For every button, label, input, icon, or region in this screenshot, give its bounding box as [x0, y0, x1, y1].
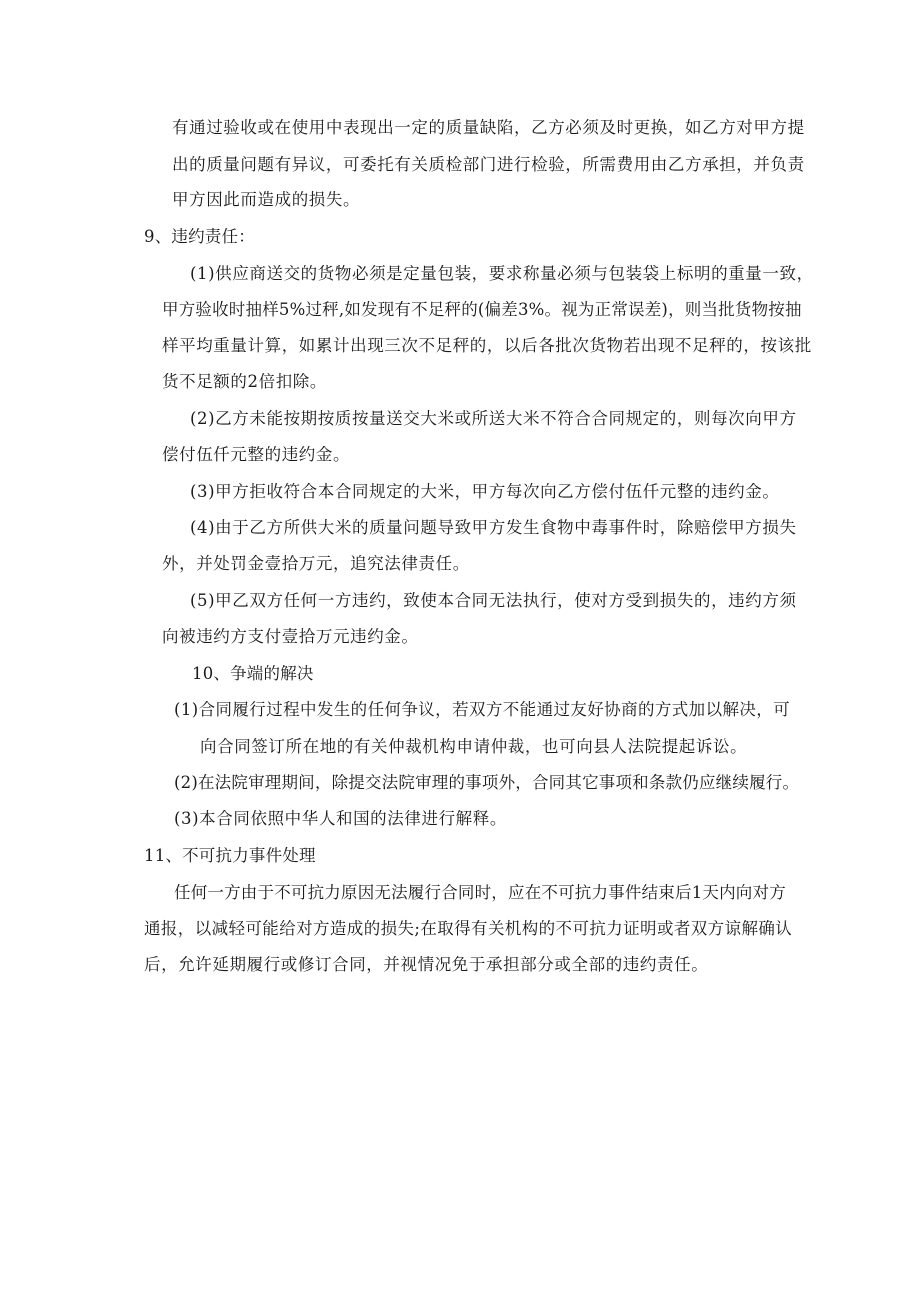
clause9-item1-line-3: 样平均重量计算，如累计出现三次不足秤的，以后各批次货物若出现不足秤的，按该批 — [162, 336, 812, 355]
clause10-item1-line-1: (1)合同履行过程中发生的任何争议，若双方不能通过友好协商的方式加以解决，可 — [174, 700, 791, 719]
clause10-item2-line-1: (2)在法院审理期间，除提交法院审理的事项外，合同其它事项和条款仍应继续履行。 — [174, 773, 800, 792]
clause11-body-line-2: 通报，以减轻可能给对方造成的损失;在取得有关机构的不可抗力证明或者双方谅解确认 — [144, 919, 793, 938]
clause10-item3-line-1: (3)本合同依照中华人和国的法律进行解释。 — [174, 809, 507, 828]
clause8-line-2: 出的质量问题有异议，可委托有关质检部门进行检验，所需费用由乙方承担，并负责 — [172, 155, 805, 174]
clause9-item2-line-2: 偿付伍仟元整的违约金。 — [162, 445, 351, 464]
clause9-heading: 9、违约责任： — [144, 227, 255, 246]
clause9-item5-line-1: (5)甲乙双方任何一方违约，致使本合同无法执行，使对方受到损失的，违约方须 — [190, 591, 797, 610]
clause11-body-line-3: 后，允许延期履行或修订合同，并视情况免于承担部分或全部的违约责任。 — [144, 955, 709, 974]
clause9-item5-line-2: 向被违约方支付壹拾万元违约金。 — [162, 627, 419, 646]
clause9-item3-line-1: (3)甲方拒收符合本合同规定的大米，甲方每次向乙方偿付伍仟元整的违约金。 — [190, 482, 780, 501]
clause9-item1-line-2: 甲方验收时抽样5%过秤,如发现有不足秤的(偏差3%。视为正常误差)，则当批货物按抽 — [162, 300, 802, 319]
clause8-line-1: 有通过验收或在使用中表现出一定的质量缺陷，乙方必须及时更换，如乙方对甲方提 — [172, 118, 805, 137]
clause9-item1-line-4: 货不足额的2倍扣除。 — [162, 372, 327, 391]
clause8-line-3: 甲方因此而造成的损失。 — [172, 190, 361, 209]
clause9-item4-line-1: (4)由于乙方所供大米的质量问题导致甲方发生食物中毒事件时，除赔偿甲方损失 — [190, 518, 797, 537]
clause9-item2-line-1: (2)乙方未能按期按质按量送交大米或所送大米不符合合同规定的，则每次向甲方 — [190, 409, 797, 428]
clause11-body-line-1: 任何一方由于不可抗力原因无法履行合同时，应在不可抗力事件结束后1天内向对方 — [174, 883, 786, 902]
clause9-item4-line-2: 外，并处罚金壹拾万元，追究法律责任。 — [162, 554, 470, 573]
clause11-heading: 11、不可抗力事件处理 — [144, 846, 316, 865]
clause10-heading: 10、争端的解决 — [192, 664, 314, 683]
clause9-item1-line-1: (1)供应商送交的货物必须是定量包装，要求称量必须与包装袋上标明的重量一致， — [190, 264, 814, 283]
clause10-item1-line-2: 向合同签订所在地的有关仲裁机构申请仲裁，也可向县人法院提起诉讼。 — [200, 737, 748, 756]
